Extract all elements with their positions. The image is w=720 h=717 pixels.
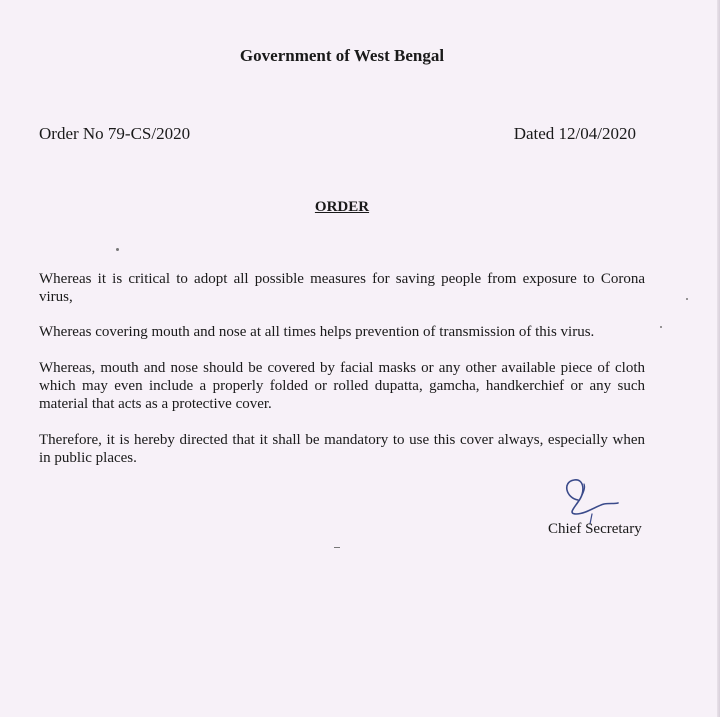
scan-speck <box>660 326 662 328</box>
scan-speck <box>334 547 340 548</box>
scan-speck <box>686 298 688 300</box>
government-heading: Government of West Bengal <box>239 46 445 65</box>
order-date: Dated 12/04/2020 <box>513 124 636 143</box>
paragraph-4: Therefore, it is hereby directed that it shall be mandatory to use this cover always, especially when in public places. <box>39 432 645 466</box>
order-number: Order No 79-CS/2020 <box>39 124 191 143</box>
paragraph-3: Whereas, mouth and nose should be covered by facial masks or any other available piece of cloth which may even include a properly folded or rolled dupatta, gamcha, handkerchief or any such material that acts as a protective cover. <box>39 360 645 412</box>
paragraph-2: Whereas covering mouth and nose at all times helps prevention of transmission of this virus. <box>39 324 595 340</box>
paragraph-1: Whereas it is critical to adopt all possible measures for saving people from exposure to Corona virus, <box>39 271 645 305</box>
signatory-title: Chief Secretary <box>548 521 642 537</box>
scan-speck <box>116 248 119 251</box>
order-title: ORDER <box>314 199 370 215</box>
